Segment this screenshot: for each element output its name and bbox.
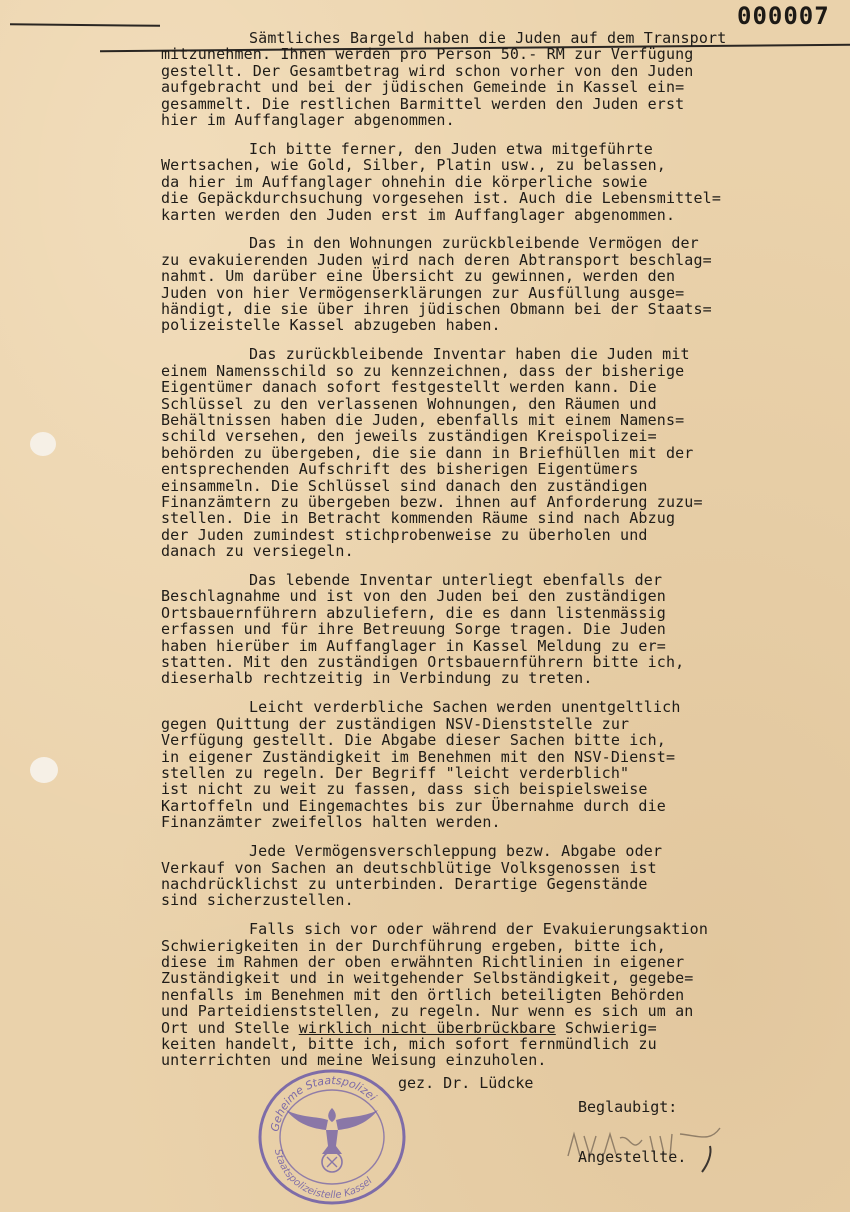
punch-hole-top xyxy=(30,432,56,456)
paragraph xyxy=(161,141,821,223)
text-line: nenfalls im Benehmen mit den örtlich beteiligten Behörden xyxy=(161,985,685,1004)
text-line: Eigentümer danach sofort festgestellt werden kann. Die xyxy=(161,378,657,397)
text-line: Leicht verderbliche Sachen werden unentgeltlich xyxy=(249,698,681,717)
text-line: da hier im Auffanglager ohnehin die körperliche sowie xyxy=(161,172,648,191)
text-line: erfassen und für ihre Betreuung Sorge tragen. Die Juden xyxy=(161,620,666,639)
text-line: zu evakuierenden Juden wird nach deren Abtransport beschlag= xyxy=(161,250,712,269)
text-line: Das in den Wohnungen zurückbleibende Vermögen der xyxy=(249,234,699,253)
text-line: entsprechenden Aufschrift des bisherigen Eigentümers xyxy=(161,460,639,479)
text-line: hier im Auffanglager abgenommen. xyxy=(161,110,455,129)
punch-hole-bottom xyxy=(30,757,58,783)
text-line: Das zurückbleibende Inventar haben die Juden mit xyxy=(249,345,690,364)
text-line: nachdrücklichst zu unterbinden. Derartige Gegenstände xyxy=(161,874,648,893)
employee-label: Angestellte. xyxy=(578,1148,687,1166)
text-line: Ich bitte ferner, den Juden etwa mitgeführte xyxy=(249,139,653,158)
text-line: ist nicht zu weit zu fassen, dass sich beispielsweise xyxy=(161,780,648,799)
text-line: Ortsbauernführern abzuliefern, die es dann listenmässig xyxy=(161,603,666,622)
text-line: karten werden den Juden erst im Auffanglager abgenommen. xyxy=(161,205,676,224)
text-line: Verfügung gestellt. Die Abgabe dieser Sachen bitte ich, xyxy=(161,731,666,750)
text-line: polizeistelle Kassel abzugeben haben. xyxy=(161,316,501,335)
paragraph xyxy=(161,235,821,333)
text-line: Jede Vermögensverschleppung bezw. Abgabe oder xyxy=(249,842,663,861)
text-line: stellen zu regeln. Der Begriff "leicht verderblich" xyxy=(161,763,630,782)
paragraph xyxy=(161,30,821,128)
paragraph xyxy=(161,699,821,830)
text-line: gesammelt. Die restlichen Barmittel werden den Juden erst xyxy=(161,94,685,113)
text-line: in eigener Zuständigkeit im Benehmen mit den NSV-Dienst= xyxy=(161,747,676,766)
text-line: keiten handelt, bitte ich, mich sofort fernmündlich zu xyxy=(161,1035,657,1054)
text-line: mitzunehmen. Ihnen werden pro Person 50.- RM zur Verfügung xyxy=(161,45,694,64)
signature-gez: gez. Dr. Lüdcke xyxy=(398,1074,534,1092)
text-line: Falls sich vor oder während der Evakuierungsaktion xyxy=(249,920,709,939)
official-stamp xyxy=(256,1068,408,1206)
text-line: gestellt. Der Gesamtbetrag wird schon vorher von den Juden xyxy=(161,61,694,80)
text-line: Finanzämtern zu übergeben bezw. ihnen auf Anforderung zuzu= xyxy=(161,492,703,511)
text-line: einsammeln. Die Schlüssel sind danach den zuständigen xyxy=(161,476,648,495)
underlined-phrase: wirklich nicht überbrückbare xyxy=(298,1018,556,1037)
paragraph xyxy=(161,921,821,1069)
text-line: Schlüssel zu den verlassenen Wohnungen, den Räumen und xyxy=(161,394,657,413)
text-line: der Juden zumindest stichprobenweise zu überholen und xyxy=(161,525,648,544)
stamp-text-bottom: Staatspolizeistelle Kassel xyxy=(271,1148,375,1202)
letter-body xyxy=(161,30,821,1069)
text-line: Behältnissen haben die Juden, ebenfalls mit einem Namens= xyxy=(161,410,685,429)
document-number: 000007 xyxy=(737,2,830,30)
handwritten-signature xyxy=(560,1116,740,1176)
eagle-emblem-icon xyxy=(286,1108,378,1172)
text-line: stellen. Die in Betracht kommenden Räume sind nach Abzug xyxy=(161,509,676,528)
text-line: danach zu versiegeln. xyxy=(161,542,354,561)
text-line: Wertsachen, wie Gold, Silber, Platin usw., zu belassen, xyxy=(161,156,666,175)
text-line: unterrichten und meine Weisung einzuholen. xyxy=(161,1051,547,1070)
text-line: Beschlagnahme und ist von den Juden bei den zuständigen xyxy=(161,587,666,606)
text-line: einem Namensschild so zu kennzeichnen, dass der bisherige xyxy=(161,361,685,380)
stamp-text-top: Geheime Staatspolizei xyxy=(268,1073,380,1133)
text-line: schild versehen, den jeweils zuständigen Kreispolizei= xyxy=(161,427,657,446)
text-line: behörden zu übergeben, die sie dann in Briefhüllen mit der xyxy=(161,443,694,462)
text-line: Sämtliches Bargeld haben die Juden auf dem Transport xyxy=(249,29,727,47)
text-line: Juden von hier Vermögenserklärungen zur Ausfüllung ausge= xyxy=(161,283,685,302)
text-line: haben hierüber im Auffanglager in Kassel Meldung zu er= xyxy=(161,636,666,655)
certified-label: Beglaubigt: xyxy=(578,1098,678,1116)
text-line: Finanzämter zweifellos halten werden. xyxy=(161,813,501,832)
text-line: gegen Quittung der zuständigen NSV-Dienststelle zur xyxy=(161,714,630,733)
text-line: statten. Mit den zuständigen Ortsbauernführern bitte ich, xyxy=(161,653,685,672)
text-line: händigt, die sie über ihren jüdischen Obmann bei der Staats= xyxy=(161,300,712,319)
text-line: Ort und Stelle wirklich nicht überbrückbare Schwierig= xyxy=(161,1018,657,1037)
text-line: Zuständigkeit und in weitgehender Selbständigkeit, gegebe= xyxy=(161,969,694,988)
text-line: Schwierigkeiten in der Durchführung ergeben, bitte ich, xyxy=(161,936,666,955)
header-rule-left xyxy=(10,23,160,27)
text-line: Das lebende Inventar unterliegt ebenfalls der xyxy=(249,571,663,590)
paragraph xyxy=(161,843,821,909)
paragraph xyxy=(161,346,821,559)
text-line: und Parteidienststellen, zu regeln. Nur wenn es sich um an xyxy=(161,1002,694,1021)
text-line: Kartoffeln und Eingemachtes bis zur Übernahme durch die xyxy=(161,796,666,815)
text-line: aufgebracht und bei der jüdischen Gemeinde in Kassel ein= xyxy=(161,78,685,97)
text-line: dieserhalb rechtzeitig in Verbindung zu treten. xyxy=(161,669,593,688)
text-line: Verkauf von Sachen an deutschblütige Volksgenossen ist xyxy=(161,858,657,877)
text-line: die Gepäckdurchsuchung vorgesehen ist. Auch die Lebensmittel= xyxy=(161,189,722,208)
text-line: sind sicherzustellen. xyxy=(161,891,354,910)
paragraph xyxy=(161,572,821,687)
text-line: nahmt. Um darüber eine Übersicht zu gewinnen, werden den xyxy=(161,267,676,286)
text-line: diese im Rahmen der oben erwähnten Richtlinien in eigener xyxy=(161,953,685,972)
